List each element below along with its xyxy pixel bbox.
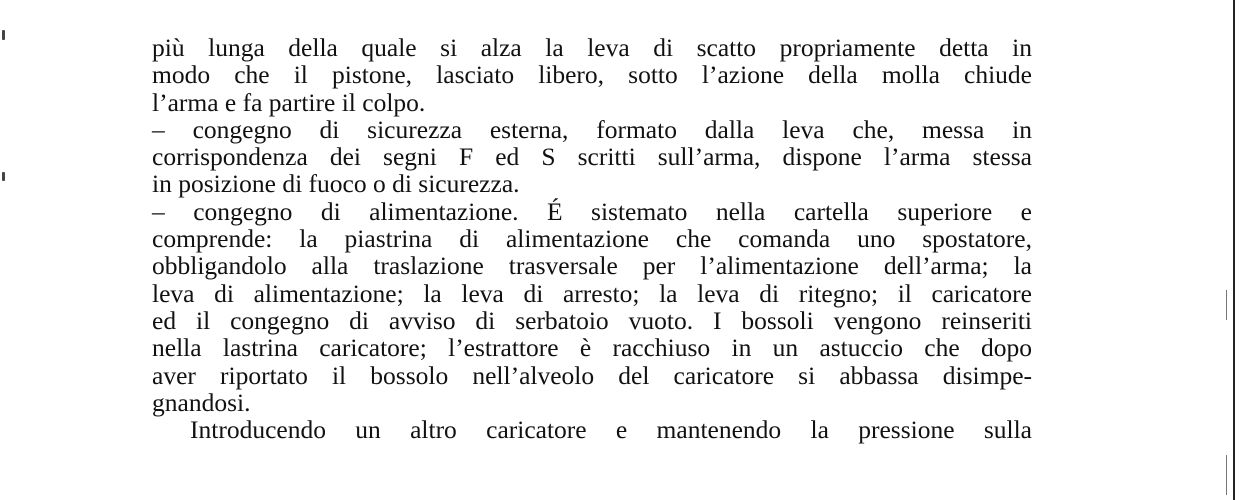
text-line: – congegno di alimentazione. É sistemato nella cartella superiore e bbox=[152, 196, 1032, 226]
text-line: – congegno di sicurezza esterna, formato dalla leva che, messa in bbox=[152, 114, 1032, 144]
text-line: nella lastrina caricatore; l’estrattore è racchiuso in un astuccio che dopo bbox=[152, 333, 1032, 363]
text-line: in posizione di fuoco o di sicurezza. bbox=[152, 169, 520, 199]
text-line: leva di alimentazione; la leva di arresto; la leva di ritegno; il caricatore bbox=[152, 278, 1032, 308]
page-edge-line bbox=[1233, 0, 1235, 500]
text-line: gnandosi. bbox=[152, 387, 251, 417]
body-text bbox=[152, 34, 1032, 443]
text-line: corrispondenza dei segni F ed S scritti sull’arma, dispone l’arma stessa bbox=[152, 142, 1032, 172]
text-line: comprende: la piastrina di alimentazione che comanda uno spostatore, bbox=[152, 224, 1032, 254]
text-line: più lunga della quale si alza la leva di scatto propriamente detta in bbox=[152, 33, 1032, 62]
page-edge-mark bbox=[1226, 455, 1227, 495]
scan-speck-middle bbox=[2, 172, 5, 181]
text-line: obbligandolo alla traslazione trasversale per l’alimentazione dell’arma; la bbox=[152, 251, 1032, 281]
text-line: aver riportato il bossolo nell’alveolo del caricatore si abbassa disimpe- bbox=[152, 360, 1032, 390]
text-line: modo che il pistone, lasciato libero, sotto l’azione della molla chiude bbox=[152, 60, 1032, 90]
text-line: Introducendo un altro caricatore e mantenendo la pressione sulla bbox=[190, 415, 1032, 445]
page-edge-mark bbox=[1226, 290, 1227, 320]
scan-speck-top bbox=[2, 30, 5, 40]
text-line: ed il congegno di avviso di serbatoio vuoto. I bossoli vengono reinseriti bbox=[152, 305, 1032, 335]
text-line: l’arma e fa partire il colpo. bbox=[152, 87, 426, 117]
